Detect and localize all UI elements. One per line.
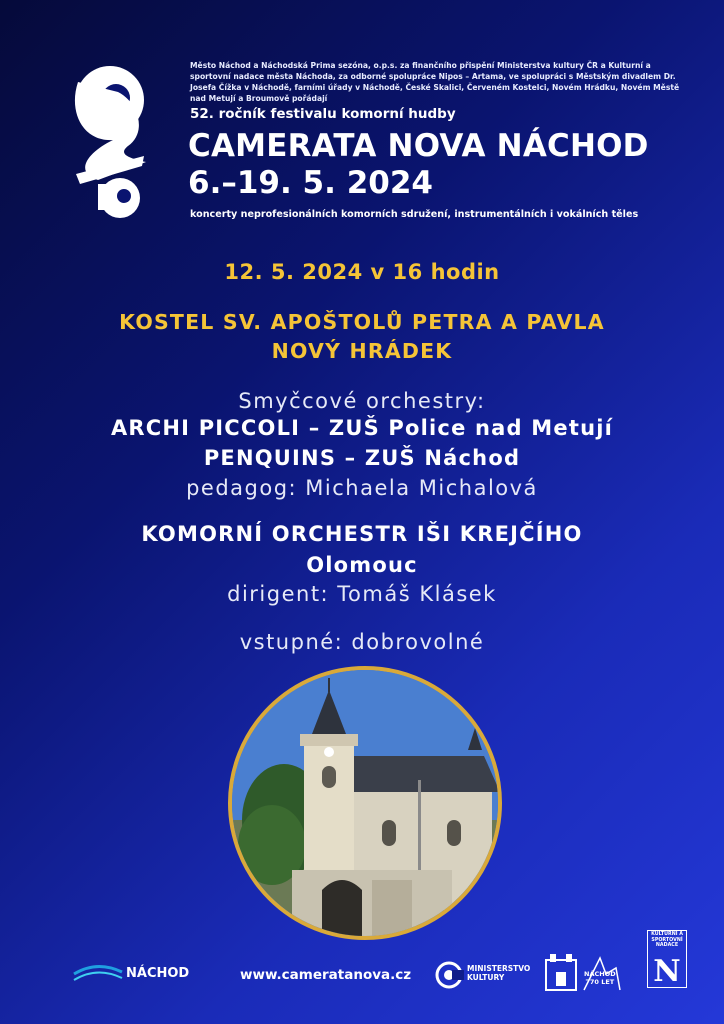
concert-datetime: 12. 5. 2024 v 16 hodin [224,260,500,284]
organizers-credits: Město Náchod a Náchodská Prima sezóna, o.p.s. za finančního přispění Ministerstva kultury ČR a Kulturní a sportovní nadace města Náchoda, za odborné spolupráce Nipos – Artama, ve spolupráci s Městským divadlem Dr. Josefa Čížka v Náchodě, farními úřady v Náchodě, České Skalici, Červeném Kostelci, Novém Hrádku, Novém Městě nad Metují a Broumově pořádají [190,61,680,103]
ensemble-penquins: PENQUINS – ZUŠ Náchod [203,446,521,470]
festival-title: CAMERATA NOVA NÁCHOD [188,128,649,164]
ministry-line-1: MINISTERSTVO [467,964,531,973]
nachod-logo-text: NÁCHOD [126,966,190,981]
website-link[interactable]: www.cameratanova.cz [240,967,412,983]
fund-logo-text: KULTURNÍ A SPORTOVNÍ NADACE [651,932,683,949]
festival-dates: 6.–19. 5. 2024 [188,165,433,201]
festival-subtitle: koncerty neprofesionálních komorních sdružení, instrumentálních i vokálních těles [190,209,639,220]
teacher-name: pedagog: Michaela Michalová [186,476,538,500]
city-line-1: NÁCHOD [584,970,616,978]
venue-town: NOVÝ HRÁDEK [271,339,453,363]
city-line-2: 770 LET [585,978,615,986]
ensemble-komorni-orchestr: KOMORNÍ ORCHESTR IŠI KREJČÍHO [141,522,583,546]
ensemble-city: Olomouc [306,553,418,577]
treble-clef-logo-icon [58,62,153,222]
ministry-line-2: KULTURY [467,973,505,982]
fund-logo-letter: N [653,954,681,989]
section-label: Smyčcové orchestry: [238,389,486,413]
ministry-logo-icon [434,960,464,990]
conductor-name: dirigent: Tomáš Klásek [227,582,497,606]
nachod-770-text [584,970,616,986]
ministry-logo-text [467,964,530,982]
ensemble-archi-piccoli: ARCHI PICCOLI – ZUŠ Police nad Metují [110,416,614,440]
festival-edition: 52. ročník festivalu komorní hudby [190,106,456,122]
venue-name: KOSTEL SV. APOŠTOLŮ PETRA A PAVLA [119,310,605,334]
church-photo [228,666,502,940]
admission-info: vstupné: dobrovolné [239,630,485,654]
